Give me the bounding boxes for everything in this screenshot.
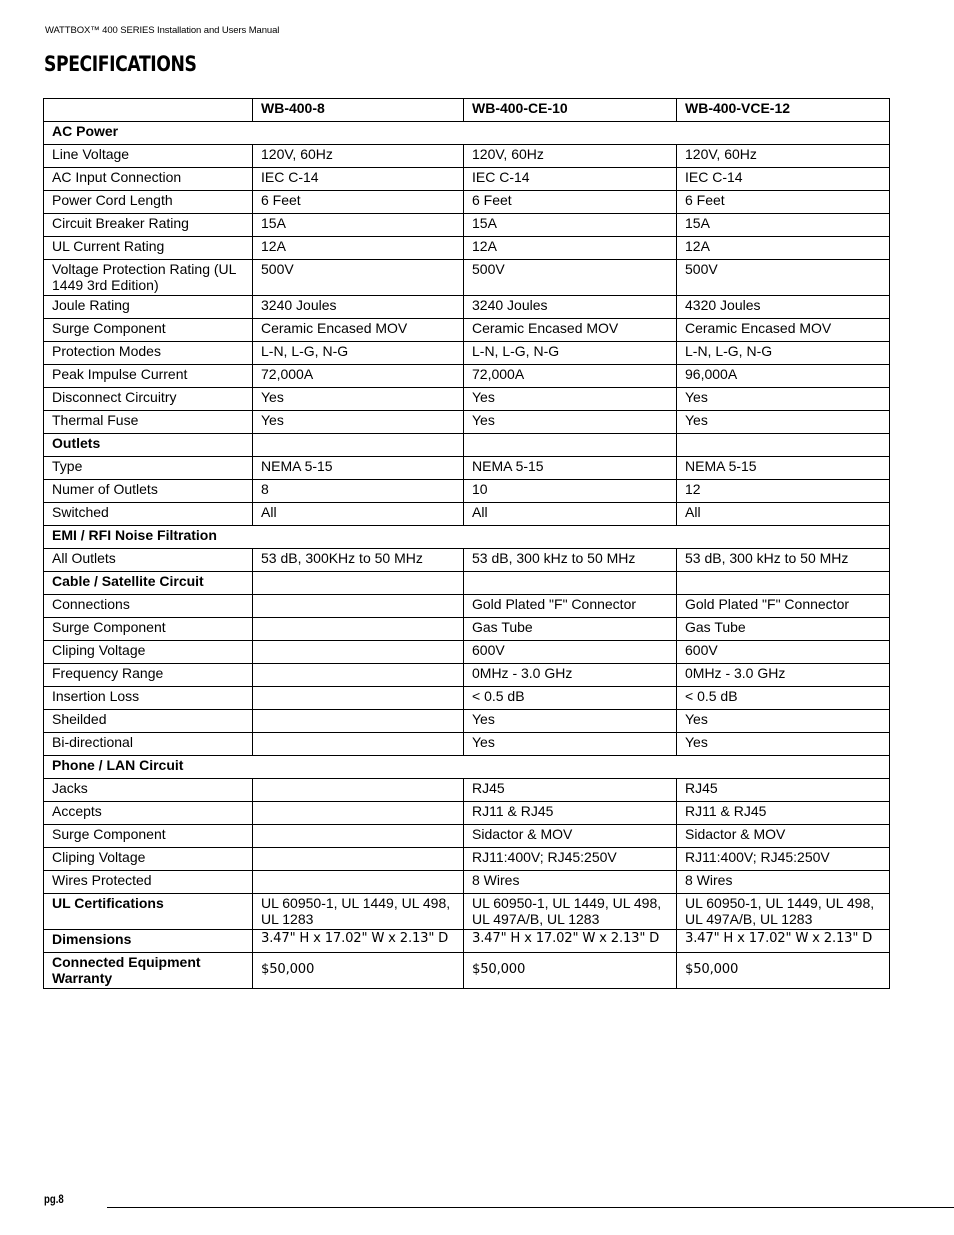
spec-value: 8 — [253, 480, 464, 503]
table-row — [44, 168, 890, 191]
spec-value — [253, 572, 464, 595]
column-header — [44, 99, 253, 122]
spec-value: Yes — [464, 411, 677, 434]
spec-value — [253, 779, 464, 802]
spec-value: UL 60950-1, UL 1449, UL 498, UL 497A/B, UL 1283 — [464, 894, 677, 930]
spec-value: 12A — [677, 237, 890, 260]
table-row — [44, 388, 890, 411]
spec-value: Gold Plated "F" Connector — [677, 595, 890, 618]
row-label: Surge Component — [44, 618, 253, 641]
row-label: Jacks — [44, 779, 253, 802]
spec-value: Yes — [253, 388, 464, 411]
row-label: Power Cord Length — [44, 191, 253, 214]
row-label: Peak Impulse Current — [44, 365, 253, 388]
table-row — [44, 848, 890, 871]
spec-value: L-N, L-G, N-G — [464, 342, 677, 365]
table-row — [44, 319, 890, 342]
spec-value: < 0.5 dB — [464, 687, 677, 710]
spec-value: 6 Feet — [253, 191, 464, 214]
spec-value: 0MHz - 3.0 GHz — [464, 664, 677, 687]
row-label: UL Current Rating — [44, 237, 253, 260]
table-row — [44, 733, 890, 756]
spec-value — [253, 641, 464, 664]
row-label: EMI / RFI Noise Filtration — [44, 526, 890, 549]
spec-value — [253, 710, 464, 733]
spec-value: Yes — [464, 710, 677, 733]
spec-value: 3.47" H x 17.02" W x 2.13" D — [253, 930, 464, 953]
spec-value: 6 Feet — [677, 191, 890, 214]
spec-value: 10 — [464, 480, 677, 503]
spec-value: 120V, 60Hz — [464, 145, 677, 168]
table-row — [44, 618, 890, 641]
column-header: WB-400-8 — [253, 99, 464, 122]
row-label: AC Input Connection — [44, 168, 253, 191]
footer-divider — [107, 1207, 954, 1208]
row-label: Phone / LAN Circuit — [44, 756, 890, 779]
row-label: Type — [44, 457, 253, 480]
spec-value: 6 Feet — [464, 191, 677, 214]
row-label: Bi-directional — [44, 733, 253, 756]
spec-value: NEMA 5-15 — [253, 457, 464, 480]
section-header-row — [44, 572, 890, 595]
section-header-row — [44, 756, 890, 779]
spec-value: 15A — [464, 214, 677, 237]
spec-value: $50,000 — [464, 953, 677, 989]
spec-value: Yes — [677, 710, 890, 733]
table-row — [44, 802, 890, 825]
spec-value: $50,000 — [253, 953, 464, 989]
row-label: Joule Rating — [44, 296, 253, 319]
row-label: Accepts — [44, 802, 253, 825]
running-header: WATTBOX™ 400 SERIES Installation and Users Manual — [45, 25, 280, 36]
spec-value: All — [677, 503, 890, 526]
section-header-row — [44, 122, 890, 145]
row-label: Line Voltage — [44, 145, 253, 168]
table-row — [44, 779, 890, 802]
spec-value — [464, 434, 677, 457]
spec-value: 500V — [253, 260, 464, 296]
page-title: SPECIFICATIONS — [44, 52, 197, 76]
spec-value: 500V — [464, 260, 677, 296]
spec-value: 12A — [464, 237, 677, 260]
spec-value: Yes — [677, 733, 890, 756]
row-label: Dimensions — [44, 930, 253, 953]
row-label: Surge Component — [44, 825, 253, 848]
row-label: Protection Modes — [44, 342, 253, 365]
spec-value: Sidactor & MOV — [464, 825, 677, 848]
spec-value: L-N, L-G, N-G — [677, 342, 890, 365]
spec-value: UL 60950-1, UL 1449, UL 498, UL 497A/B, UL 1283 — [677, 894, 890, 930]
table-row — [44, 237, 890, 260]
spec-value: Gas Tube — [677, 618, 890, 641]
spec-value: Ceramic Encased MOV — [253, 319, 464, 342]
table-row — [44, 503, 890, 526]
section-header-row — [44, 526, 890, 549]
table-row — [44, 595, 890, 618]
spec-value: 8 Wires — [464, 871, 677, 894]
spec-value — [253, 595, 464, 618]
table-row — [44, 953, 890, 989]
row-label: All Outlets — [44, 549, 253, 572]
table-row — [44, 825, 890, 848]
spec-value: 53 dB, 300KHz to 50 MHz — [253, 549, 464, 572]
row-label: Numer of Outlets — [44, 480, 253, 503]
spec-value: NEMA 5-15 — [464, 457, 677, 480]
spec-value — [677, 572, 890, 595]
spec-value: Yes — [464, 388, 677, 411]
spec-value — [253, 848, 464, 871]
spec-value: IEC C-14 — [464, 168, 677, 191]
spec-value: 72,000A — [253, 365, 464, 388]
spec-value: 3.47" H x 17.02" W x 2.13" D — [464, 930, 677, 953]
row-label: Cable / Satellite Circuit — [44, 572, 253, 595]
spec-value — [253, 664, 464, 687]
spec-value: NEMA 5-15 — [677, 457, 890, 480]
spec-value: 53 dB, 300 kHz to 50 MHz — [464, 549, 677, 572]
spec-value: 600V — [464, 641, 677, 664]
table-row — [44, 894, 890, 930]
spec-value: 4320 Joules — [677, 296, 890, 319]
spec-value: 8 Wires — [677, 871, 890, 894]
table-row — [44, 296, 890, 319]
spec-value: Ceramic Encased MOV — [677, 319, 890, 342]
spec-value: < 0.5 dB — [677, 687, 890, 710]
spec-value: 120V, 60Hz — [253, 145, 464, 168]
table-body — [44, 122, 890, 989]
row-label: Switched — [44, 503, 253, 526]
table-row — [44, 145, 890, 168]
spec-value: RJ45 — [677, 779, 890, 802]
spec-value — [253, 687, 464, 710]
row-label: Outlets — [44, 434, 253, 457]
spec-value: Sidactor & MOV — [677, 825, 890, 848]
spec-value: 12A — [253, 237, 464, 260]
table-row — [44, 214, 890, 237]
spec-value: 600V — [677, 641, 890, 664]
row-label: Connected Equipment Warranty — [44, 953, 253, 989]
row-label: Thermal Fuse — [44, 411, 253, 434]
spec-value: RJ11:400V; RJ45:250V — [677, 848, 890, 871]
table-row — [44, 687, 890, 710]
spec-value — [253, 733, 464, 756]
spec-value: 53 dB, 300 kHz to 50 MHz — [677, 549, 890, 572]
table-row — [44, 930, 890, 953]
table-row — [44, 260, 890, 296]
spec-value: 3240 Joules — [253, 296, 464, 319]
spec-value: RJ45 — [464, 779, 677, 802]
spec-value: Ceramic Encased MOV — [464, 319, 677, 342]
spec-value — [253, 802, 464, 825]
column-header: WB-400-VCE-12 — [677, 99, 890, 122]
spec-value: 15A — [253, 214, 464, 237]
spec-value: 96,000A — [677, 365, 890, 388]
spec-value: 15A — [677, 214, 890, 237]
spec-value — [253, 434, 464, 457]
row-label: Insertion Loss — [44, 687, 253, 710]
spec-value: $50,000 — [677, 953, 890, 989]
spec-value: Yes — [677, 411, 890, 434]
spec-value: All — [464, 503, 677, 526]
spec-value: Yes — [677, 388, 890, 411]
spec-value: UL 60950-1, UL 1449, UL 498, UL 1283 — [253, 894, 464, 930]
spec-value — [253, 871, 464, 894]
specifications-table — [43, 98, 890, 989]
row-label: Circuit Breaker Rating — [44, 214, 253, 237]
table-row — [44, 871, 890, 894]
table-row — [44, 457, 890, 480]
spec-value: RJ11 & RJ45 — [464, 802, 677, 825]
row-label: AC Power — [44, 122, 890, 145]
spec-value — [253, 825, 464, 848]
row-label: Wires Protected — [44, 871, 253, 894]
spec-value: Gas Tube — [464, 618, 677, 641]
page-number: pg.8 — [44, 1192, 64, 1206]
row-label: Surge Component — [44, 319, 253, 342]
spec-value: Yes — [464, 733, 677, 756]
table-row — [44, 710, 890, 733]
spec-value: 3.47" H x 17.02" W x 2.13" D — [677, 930, 890, 953]
table-row — [44, 191, 890, 214]
row-label: Disconnect Circuitry — [44, 388, 253, 411]
table-row — [44, 664, 890, 687]
spec-value — [253, 618, 464, 641]
spec-value: Gold Plated "F" Connector — [464, 595, 677, 618]
spec-value: All — [253, 503, 464, 526]
spec-value: 0MHz - 3.0 GHz — [677, 664, 890, 687]
table-row — [44, 480, 890, 503]
table-row — [44, 549, 890, 572]
row-label: Frequency Range — [44, 664, 253, 687]
spec-value — [464, 572, 677, 595]
row-label: Connections — [44, 595, 253, 618]
row-label: UL Certifications — [44, 894, 253, 930]
spec-value: IEC C-14 — [677, 168, 890, 191]
spec-value: L-N, L-G, N-G — [253, 342, 464, 365]
column-header: WB-400-CE-10 — [464, 99, 677, 122]
row-label: Sheilded — [44, 710, 253, 733]
spec-value — [677, 434, 890, 457]
spec-value: 72,000A — [464, 365, 677, 388]
spec-value: RJ11 & RJ45 — [677, 802, 890, 825]
spec-value: RJ11:400V; RJ45:250V — [464, 848, 677, 871]
row-label: Cliping Voltage — [44, 848, 253, 871]
spec-value: 500V — [677, 260, 890, 296]
spec-value: 12 — [677, 480, 890, 503]
table-header-row — [44, 99, 890, 122]
table-row — [44, 641, 890, 664]
table-row — [44, 342, 890, 365]
table-row — [44, 411, 890, 434]
spec-value: IEC C-14 — [253, 168, 464, 191]
spec-value: 120V, 60Hz — [677, 145, 890, 168]
row-label: Cliping Voltage — [44, 641, 253, 664]
table-row — [44, 365, 890, 388]
section-header-row — [44, 434, 890, 457]
spec-value: Yes — [253, 411, 464, 434]
spec-value: 3240 Joules — [464, 296, 677, 319]
row-label: Voltage Protection Rating (UL 1449 3rd Edition) — [44, 260, 253, 296]
